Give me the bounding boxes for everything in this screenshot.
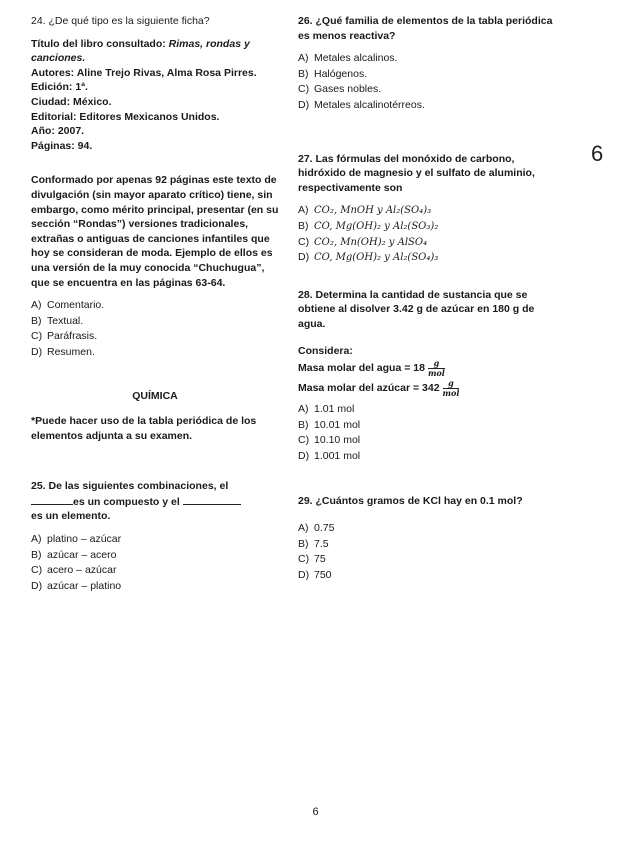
option-25-b[interactable]: B) azúcar – acero <box>31 548 117 561</box>
question-28-text: 28. Determina la cantidad de sustancia que se obtiene al disolver 3.42 g de azúcar en 180 g de agua. <box>298 288 535 330</box>
question-26 <box>298 14 558 114</box>
right-column <box>298 14 558 583</box>
option-28-c[interactable]: C) 10.10 mol <box>298 434 361 447</box>
question-25-text: 25. De las siguientes combinaciones, el es un compuesto y el es un elemento. <box>31 479 279 524</box>
question-24-paragraph: Conformado por apenas 92 páginas este texto de divulgación (sin mayor aparato crítico) tiene, sin embargo, como mérito principal, presentar (en su sección “Rondas”) versiones tradicionales, extrañas o antiguas de canciones infantiles que hoy se consideran de moda. Ejemplo de ellos es una versión de la muy conocida “Chuchugua”, que se encuentra en las páginas 63-64. <box>31 174 279 289</box>
question-26-text: 26. ¿Qué familia de elementos de la tabla periódica es menos reactiva? <box>298 15 553 42</box>
option-26-b[interactable]: B) Halógenos. <box>298 67 368 80</box>
book-edition: Edición: 1ª. <box>31 81 88 94</box>
section-title: QUÍMICA <box>132 390 178 403</box>
option-24-d[interactable]: D) Resumen. <box>31 345 95 358</box>
question-28 <box>298 288 558 465</box>
section-note: *Puede hacer uso de la tabla periódica de los elementos adjunta a su examen. <box>31 415 257 442</box>
book-title: Título del libro consultado: Rimas, rondas y canciones. <box>31 37 250 65</box>
option-29-a[interactable]: A) 0.75 <box>298 522 335 535</box>
option-29-c[interactable]: C) 75 <box>298 553 326 566</box>
option-25-c[interactable]: C) acero – azúcar <box>31 564 117 577</box>
question-28-consider: Considera: <box>298 344 353 357</box>
molar-mass-sugar: Masa molar del azúcar = 342 $\frac{g}{\text{mol}}$ <box>298 377 460 398</box>
option-28-d[interactable]: D) 1.001 mol <box>298 449 361 462</box>
book-pages: Páginas: 94. <box>31 139 93 152</box>
option-26-d[interactable]: D) Metales alcalinotérreos. <box>298 98 425 111</box>
option-24-b[interactable]: B) Textual. <box>31 314 84 327</box>
option-25-a[interactable]: A) platino – azúcar <box>31 533 122 546</box>
book-city: Ciudad: México. <box>31 95 112 108</box>
option-26-a[interactable]: A) Metales alcalinos. <box>298 52 398 65</box>
option-29-d[interactable]: D) 750 <box>298 568 332 581</box>
option-27-b[interactable]: B) CO, Mg(OH)₂ y Al₂(SO₃)₂ <box>298 219 439 232</box>
option-27-c[interactable]: C) CO₂, Mn(OH)₂ y AlSO₄ <box>298 235 428 248</box>
blank-2 <box>183 494 241 505</box>
option-28-b[interactable]: B) 10.01 mol <box>298 418 361 431</box>
blank-1 <box>31 494 73 505</box>
question-29-text: 29. ¿Cuántos gramos de KCl hay en 0.1 mol? <box>298 495 523 508</box>
page-badge: 6 <box>591 141 604 166</box>
option-27-d[interactable]: D) CO, Mg(OH)₂ y Al₂(SO₄)₃ <box>298 251 439 264</box>
page-number: 6 <box>312 806 319 818</box>
question-27-text: 27. Las fórmulas del monóxido de carbono, hidróxido de magnesio y el sulfato de aluminio, respectivamente son <box>298 152 535 194</box>
question-25 <box>31 479 279 594</box>
option-24-a[interactable]: A) Comentario. <box>31 299 105 312</box>
book-publisher: Editorial: Editores Mexicanos Unidos. <box>31 110 220 123</box>
option-27-a[interactable]: A) CO₂, MnOH y Al₂(SO₄)₃ <box>298 204 432 217</box>
book-authors: Autores: Aline Trejo Rivas, Alma Rosa Pirres. <box>31 66 257 79</box>
question-24 <box>31 14 279 360</box>
question-29 <box>298 494 558 583</box>
molar-mass-water: Masa molar del agua = 18 $\frac{g}{\text{mol}}$ <box>298 357 445 378</box>
unit-fraction-sugar: $\frac{g}{\text{mol}}$ <box>442 377 460 398</box>
book-year: Año: 2007. <box>31 125 85 138</box>
option-25-d[interactable]: D) azúcar – platino <box>31 579 122 592</box>
option-24-c[interactable]: C) Paráfrasis. <box>31 330 98 343</box>
question-24-text: 24. ¿De qué tipo es la siguiente ficha? <box>31 15 210 27</box>
option-29-b[interactable]: B) 7.5 <box>298 537 329 550</box>
option-26-c[interactable]: C) Gases nobles. <box>298 83 382 96</box>
unit-fraction-water: $\frac{g}{\text{mol}}$ <box>427 357 445 378</box>
option-28-a[interactable]: A) 1.01 mol <box>298 403 355 416</box>
question-27 <box>298 152 558 266</box>
question-24-options <box>31 298 279 360</box>
left-column <box>31 14 279 594</box>
